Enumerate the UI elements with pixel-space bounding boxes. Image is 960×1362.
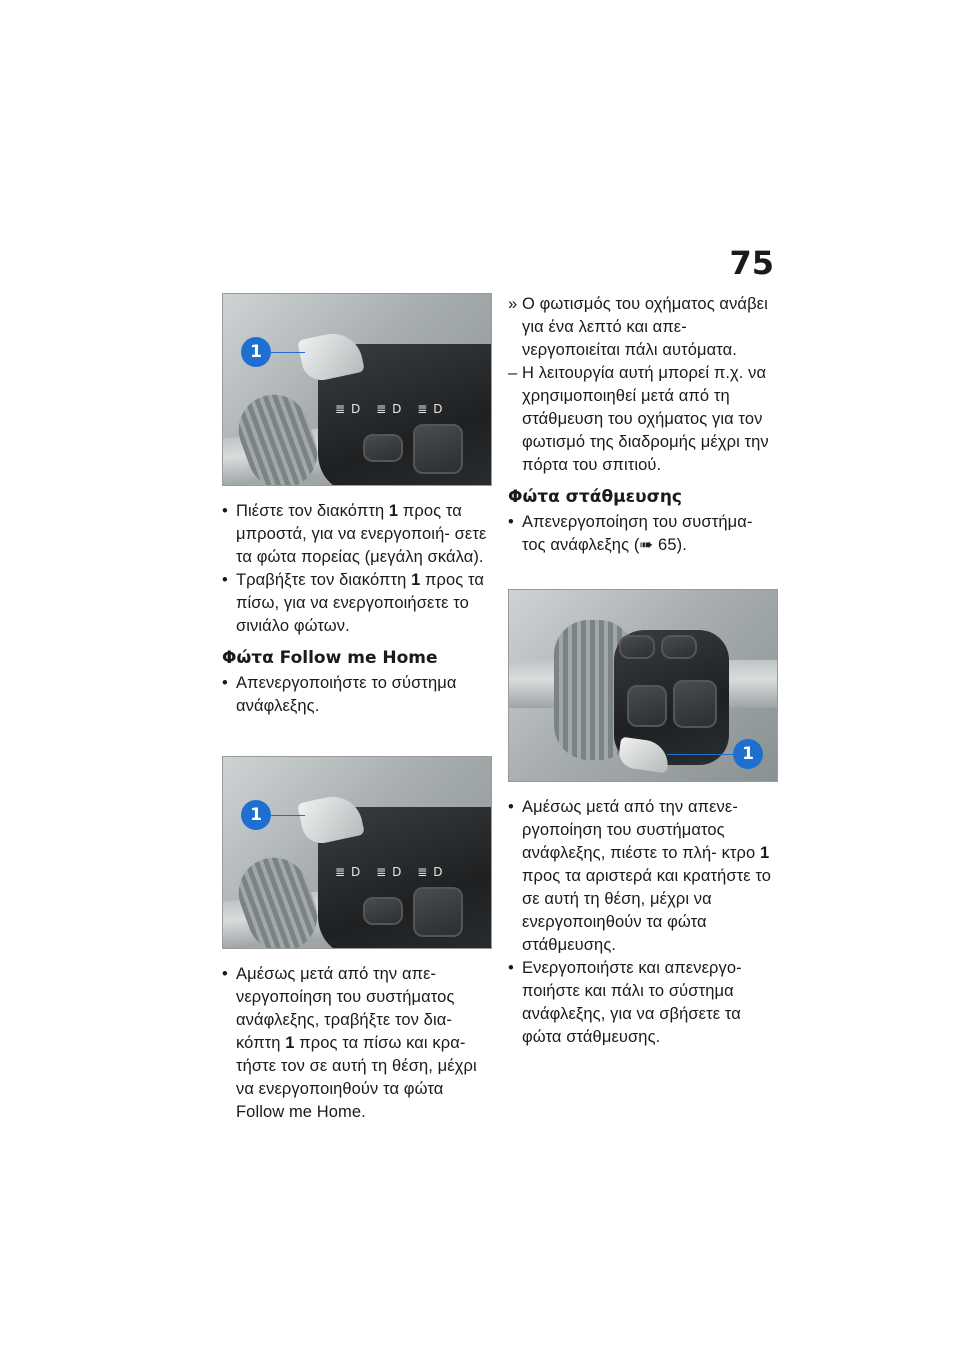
- menu-button: [627, 685, 667, 727]
- list-item: • Απενεργοποίηση του συστήμα- τος ανάφλεξης (➠ 65).: [508, 513, 753, 554]
- figure-dimmer-switch-1: [222, 293, 492, 486]
- section-heading-follow-me-home: Φώτα Follow me Home: [222, 648, 438, 668]
- list-item: • Αμέσως μετά από την απενε- ργοποίηση του συστήματος ανάφλεξης, πιέστε το πλή- κτρο 1 προς τα αριστερά και κρατήστε το σε αυτή τη θέση, μέχρι να ενεργοποιηθούν τα φώτα στάθμευσης.: [508, 798, 772, 954]
- list-item: • Ενεργοποιήστε και απενεργο- ποιήστε και πάλι το σύστημα ανάφλεξης, για να σβήσετε τα φώτα στάθμευσης.: [508, 959, 742, 1046]
- right-column: [508, 293, 778, 1049]
- callout-1: 1: [241, 800, 271, 830]
- callout-1: 1: [241, 337, 271, 367]
- list-item: • Τραβήξτε τον διακόπτη 1 προς τα πίσω, για να ενεργοποιήσετε το σινιάλο φώτων.: [222, 571, 485, 635]
- result-list: [508, 293, 778, 477]
- figure-left-handlebar-controls: [508, 589, 778, 782]
- headlight-symbols: ≣D ≣D ≣D: [335, 865, 449, 879]
- list-item: » Ο φωτισμός του οχήματος ανάβει για ένα λεπτό και απε- νεργοποιείται πάλι αυτόματα.: [508, 295, 768, 359]
- headlight-symbols: ≣D ≣D ≣D: [335, 402, 449, 416]
- left-column: [222, 293, 492, 1124]
- page-number: 75: [729, 244, 774, 282]
- list-item: • Πιέστε τον διακόπτη 1 προς τα μπροστά, για να ενεργοποιή- σετε τα φώτα πορείας (μεγάλη σκάλα).: [222, 502, 487, 566]
- callout-1: 1: [733, 739, 763, 769]
- list-item: – Η λειτουργία αυτή μπορεί π.χ. να χρησιμοποιηθεί μετά από τη στάθμευση του οχήματος για τον φωτισμό της διαδρομής μέχρι την πόρτα του σπιτιού.: [508, 364, 769, 474]
- instruction-list: [222, 500, 492, 638]
- list-item: • Απενεργοποιήστε το σύστημα ανάφλεξης.: [222, 674, 457, 715]
- instruction-list: [508, 511, 778, 557]
- page-reference-arrow-icon: ➠: [639, 536, 654, 554]
- instruction-list: [222, 672, 492, 718]
- instruction-list: [222, 963, 492, 1124]
- instruction-list: [508, 796, 778, 1049]
- figure-dimmer-switch-2: [222, 756, 492, 949]
- list-item: • Αμέσως μετά από την απε- νεργοποίηση του συστήματος ανάφλεξης, τραβήξτε τον δια- κόπτη 1 προς τα πίσω και κρα- τήστε τον σε αυτή τη θέση, μέχρι να ενεργοποιηθούν τα φώτα Follow me Home.: [222, 965, 477, 1121]
- section-heading-parking-lights: Φώτα στάθμευσης: [508, 487, 682, 507]
